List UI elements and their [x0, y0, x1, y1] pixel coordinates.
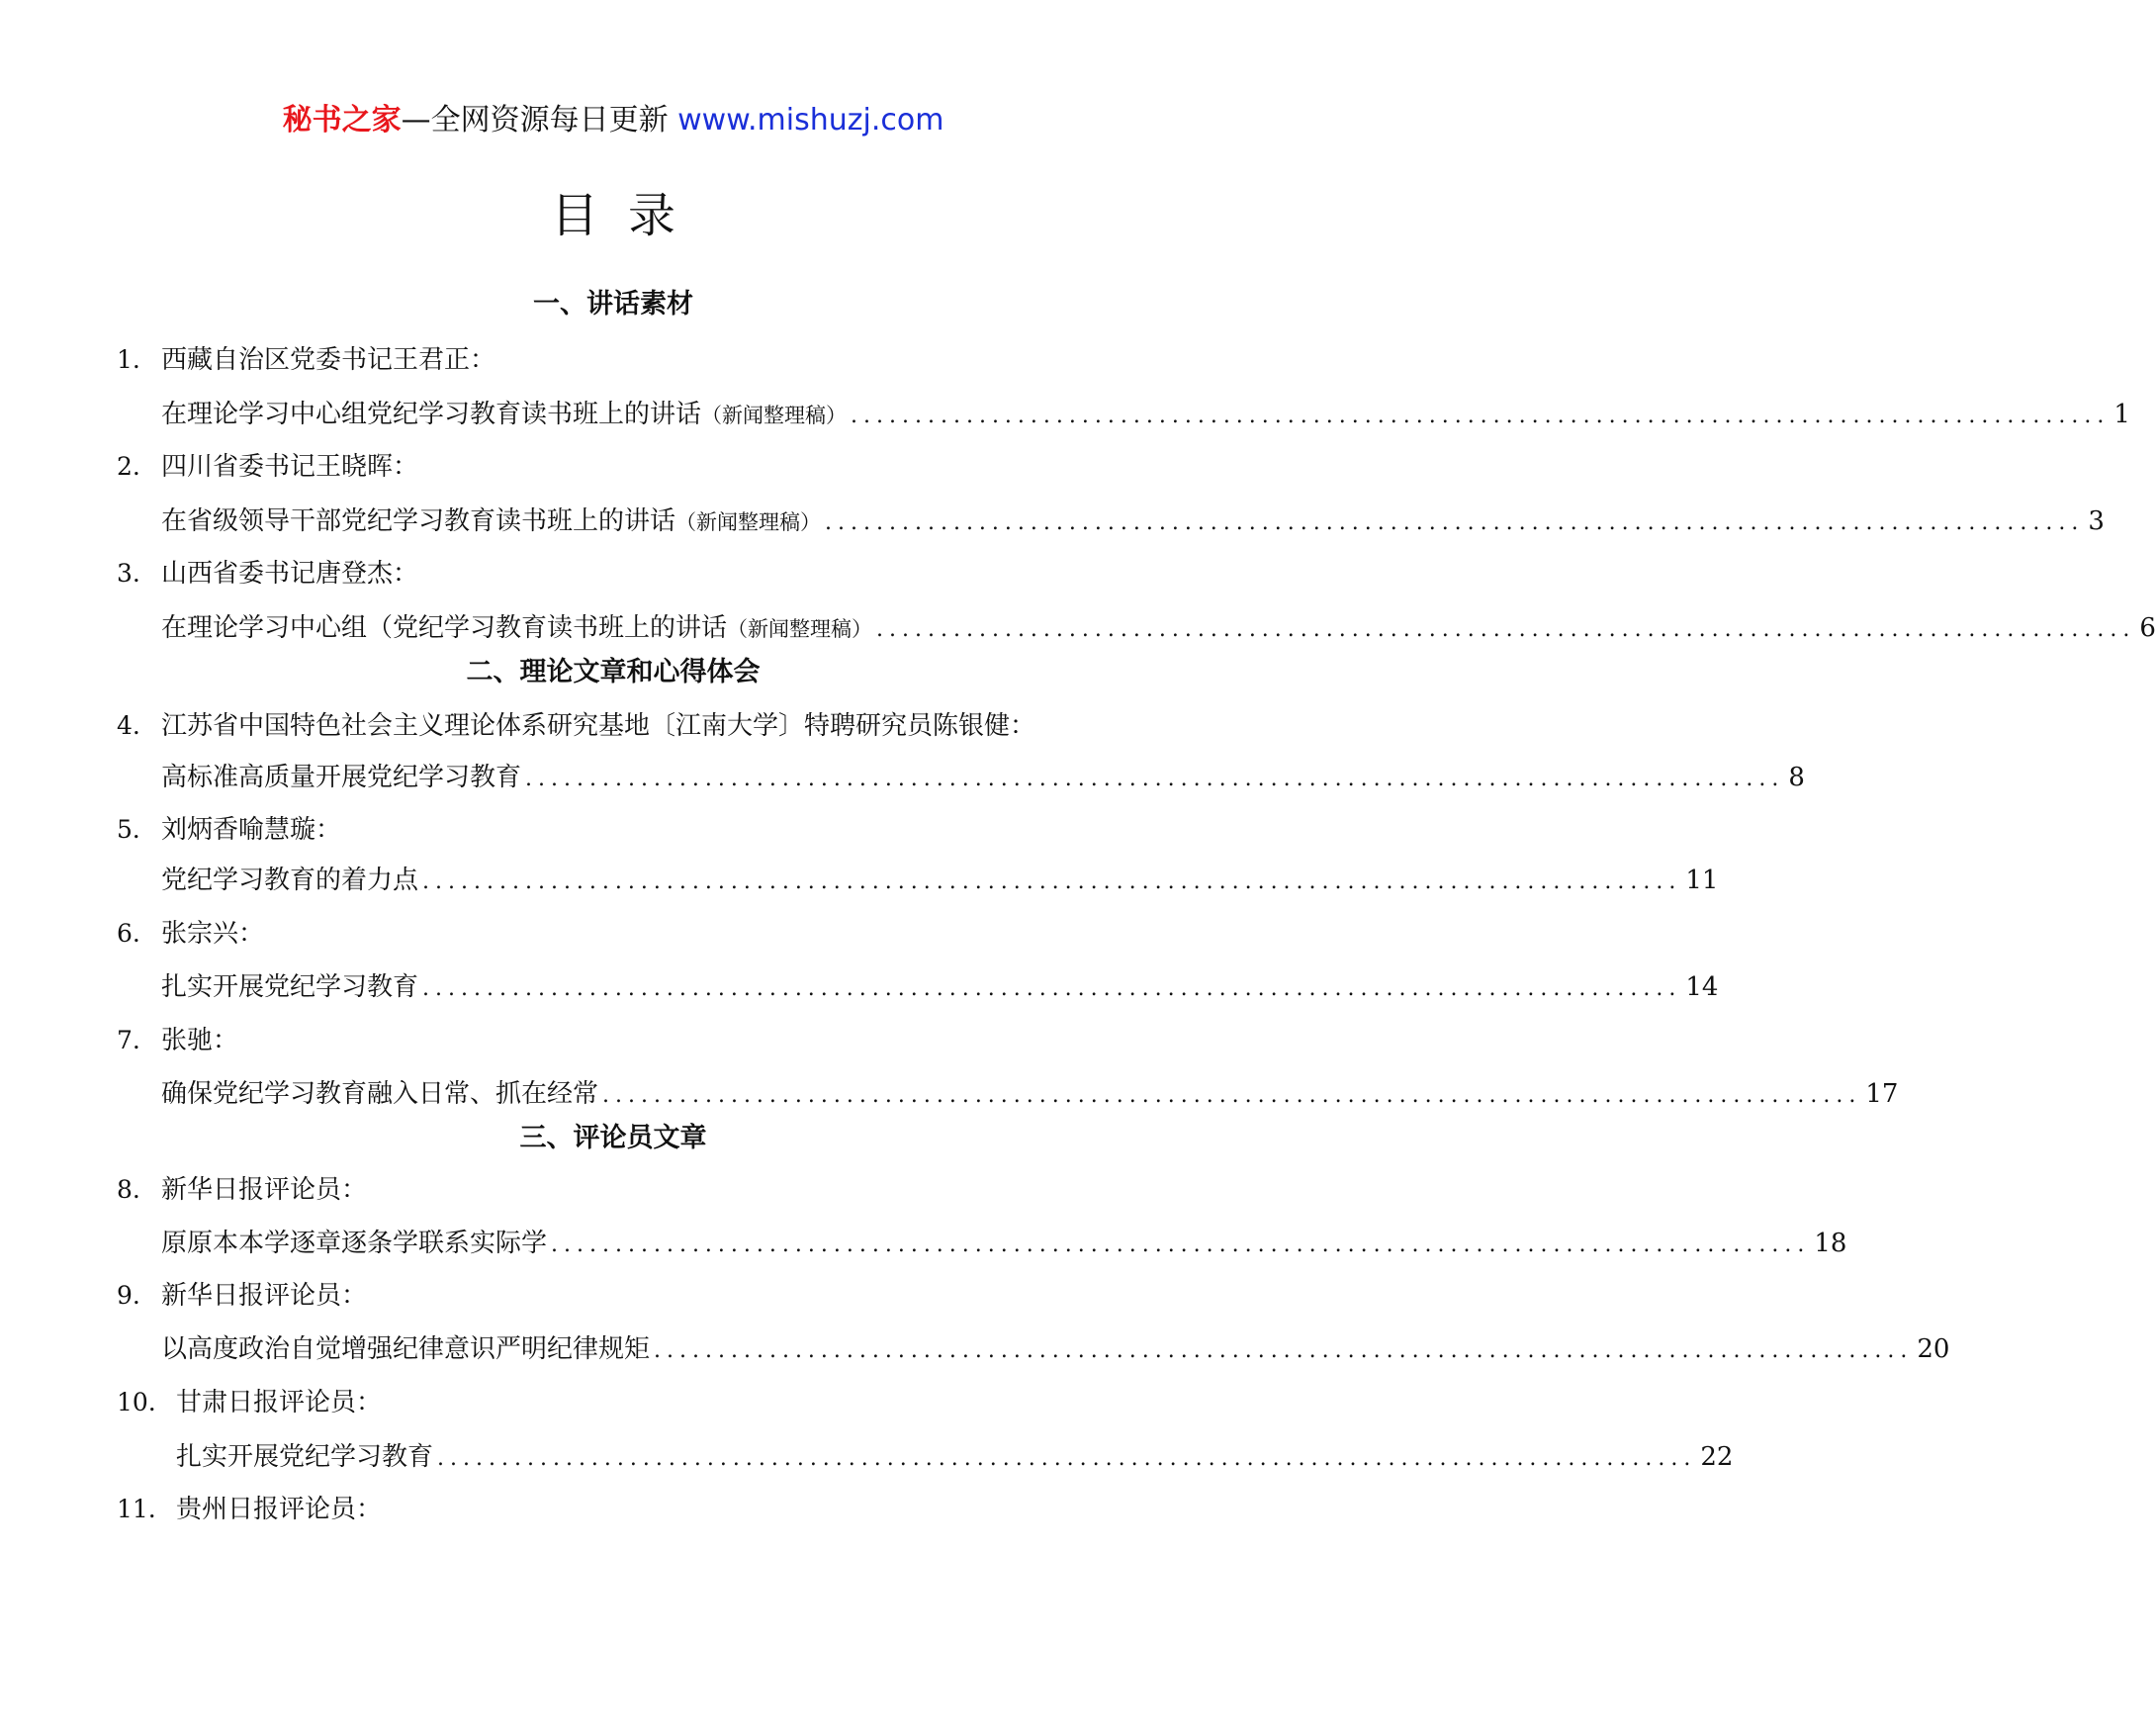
page-number: 8 — [1788, 763, 1805, 792]
dot-leader: .................................................................................................. — [422, 976, 1682, 1001]
entry-author: 四川省委书记王晓晖： — [161, 452, 419, 482]
toc-line[interactable] — [161, 969, 1719, 1005]
toc-line[interactable] — [161, 863, 1719, 898]
entry-number: 2. — [117, 452, 140, 481]
entry-title: 党纪学习教育的着力点 — [161, 866, 419, 895]
section-heading: 三、评论员文章 — [519, 1123, 707, 1153]
toc-line[interactable] — [161, 1226, 1847, 1261]
page-number: 3 — [2088, 506, 2105, 536]
entry-author: 甘肃日报评论员： — [176, 1388, 383, 1417]
entry-number: 6. — [117, 919, 140, 948]
dot-leader: .................................................................................................. — [876, 617, 2136, 642]
entry-number: 1. — [117, 345, 140, 374]
entry-author: 张宗兴： — [161, 919, 265, 949]
toc-line[interactable] — [176, 1439, 1734, 1475]
toc-line[interactable] — [161, 1076, 1899, 1112]
section-heading: 二、理论文章和心得体会 — [466, 657, 761, 687]
entry-title: 扎实开展党纪学习教育 — [176, 1442, 434, 1472]
site-banner — [0, 101, 1226, 140]
dot-leader: .................................................................................................. — [825, 510, 2085, 535]
dot-leader: .................................................................................................. — [654, 1338, 1914, 1363]
page-number: 11 — [1685, 866, 1719, 895]
entry-author: 新华日报评论员： — [161, 1281, 368, 1311]
toc-line[interactable] — [161, 503, 2105, 539]
entry-author: 新华日报评论员： — [161, 1175, 368, 1205]
dot-leader: .................................................................................................. — [422, 869, 1682, 894]
toc-line[interactable] — [161, 397, 2130, 432]
entry-title: 原原本本学逐章逐条学联系实际学 — [161, 1229, 548, 1258]
entry-number: 8. — [117, 1175, 140, 1204]
entry-author: 张驰： — [161, 1026, 239, 1055]
entry-number: 5． — [117, 815, 157, 844]
banner-slogan: —全网资源每日更新 — [401, 103, 669, 137]
entry-number: 7. — [117, 1026, 140, 1054]
entry-note: （新闻整理稿） — [701, 404, 848, 427]
dot-leader: .................................................................................................. — [551, 1233, 1811, 1257]
section-heading: 一、讲话素材 — [533, 289, 693, 320]
entry-title: 在理论学习中心组党纪学习教育读书班上的讲话 — [161, 400, 702, 429]
entry-number: 11. — [117, 1495, 156, 1523]
entry-title: 扎实开展党纪学习教育 — [161, 972, 419, 1002]
page-number: 17 — [1865, 1079, 1899, 1109]
entry-author: 贵州日报评论员： — [176, 1495, 383, 1524]
dot-leader: .................................................................................................. — [525, 767, 1785, 791]
entry-author: 山西省委书记唐登杰： — [161, 559, 419, 589]
entry-author: 江苏省中国特色社会主义理论体系研究基地〔江南大学〕特聘研究员陈银健： — [161, 711, 1036, 741]
entry-title: 在省级领导干部党纪学习教育读书班上的讲话 — [161, 506, 676, 536]
page-number: 20 — [1917, 1334, 1950, 1364]
dot-leader: .................................................................................................. — [602, 1083, 1862, 1108]
banner-url-link[interactable]: www.mishuzj.com — [677, 103, 944, 137]
toc-line[interactable] — [161, 1331, 1950, 1367]
toc-line[interactable] — [161, 610, 2156, 646]
entry-number: 3. — [117, 559, 140, 588]
page-number: 22 — [1700, 1442, 1734, 1472]
banner-brand: 秘书之家 — [282, 103, 402, 137]
page-number: 1 — [2113, 400, 2130, 429]
entry-note: （新闻整理稿） — [727, 617, 873, 641]
page-number: 18 — [1814, 1229, 1847, 1258]
entry-author: 西藏自治区党委书记王君正： — [161, 345, 496, 375]
dot-leader: .................................................................................................. — [851, 404, 2111, 428]
document-title: 目录 — [550, 188, 705, 243]
entry-number: 10. — [117, 1388, 156, 1416]
entry-number: 4. — [117, 711, 140, 740]
page-number: 6 — [2139, 613, 2156, 643]
entry-note: （新闻整理稿） — [675, 510, 822, 534]
entry-title: 在理论学习中心组（党纪学习教育读书班上的讲话 — [161, 613, 728, 643]
toc-line[interactable] — [161, 760, 1805, 795]
entry-author: 刘炳香喻慧璇： — [161, 815, 342, 845]
entry-title: 高标准高质量开展党纪学习教育 — [161, 763, 522, 792]
page-number: 14 — [1685, 972, 1719, 1002]
entry-number: 9. — [117, 1281, 140, 1310]
dot-leader: .................................................................................................. — [437, 1446, 1697, 1471]
entry-title: 确保党纪学习教育融入日常、抓在经常 — [161, 1079, 599, 1109]
entry-title: 以高度政治自觉增强纪律意识严明纪律规矩 — [161, 1334, 651, 1364]
